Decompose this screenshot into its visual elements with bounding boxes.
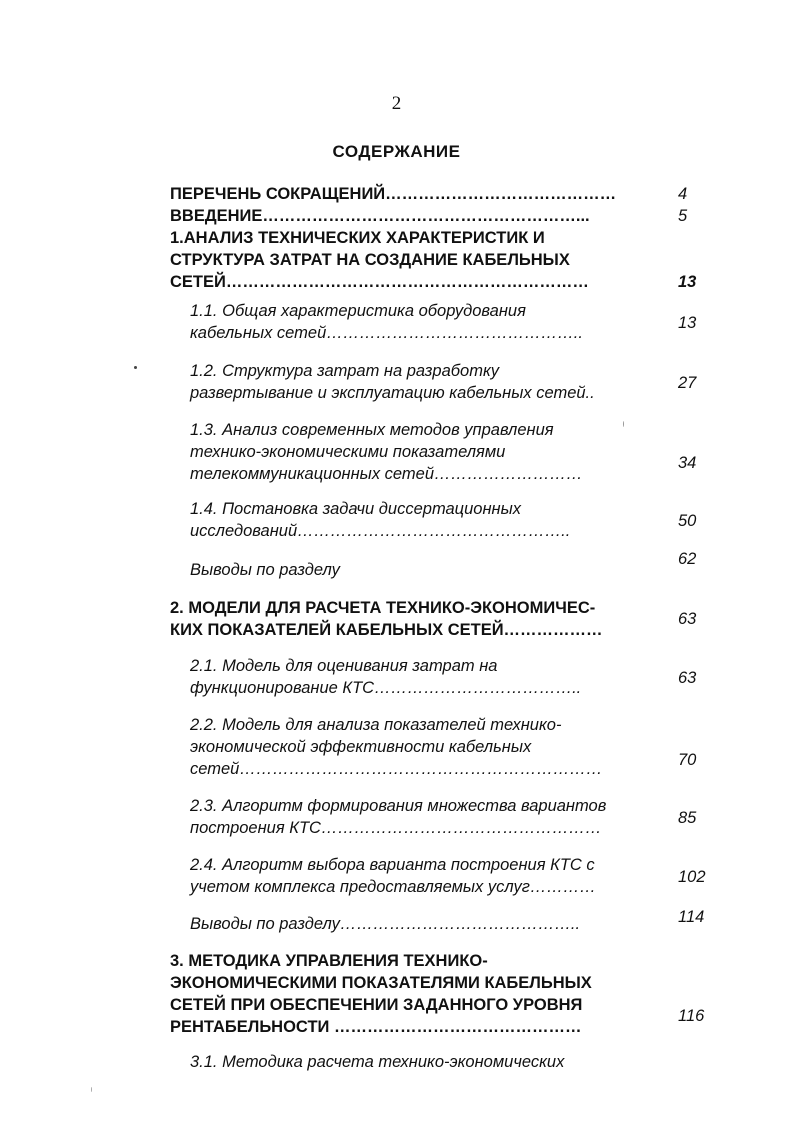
- page-number: 2: [391, 93, 402, 114]
- toc-entry-page: 13: [678, 314, 697, 332]
- toc-entry-page: 85: [678, 809, 697, 827]
- toc-entry-page: 27: [678, 374, 697, 392]
- toc-entry-text: 1.4. Постановка задачи диссертационных исследований…………………………………………..: [190, 500, 571, 540]
- toc-entry-page: 63: [678, 610, 697, 628]
- toc-entry-text: 1.АНАЛИЗ ТЕХНИЧЕСКИХ ХАРАКТЕРИСТИК И СТРУКТУРА ЗАТРАТ НА СОЗДАНИЕ КАБЕЛЬНЫХ СЕТЕЙ…………………………………………………………: [170, 229, 589, 291]
- toc-entry-text: 2. МОДЕЛИ ДЛЯ РАСЧЕТА ТЕХНИКО-ЭКОНОМИЧЕС- КИХ ПОКАЗАТЕЛЕЙ КАБЕЛЬНЫХ СЕТЕЙ………………: [170, 599, 603, 639]
- toc-entry-text: ВВЕДЕНИЕ…………………………………………………...: [170, 207, 590, 225]
- scan-speck: [91, 1087, 92, 1092]
- toc-entry-text: 1.2. Структура затрат на разработку развертывание и эксплуатацию кабельных сетей..: [190, 362, 595, 402]
- toc-entry-text: 3. МЕТОДИКА УПРАВЛЕНИЯ ТЕХНИКО- ЭКОНОМИЧЕСКИМИ ПОКАЗАТЕЛЯМИ КАБЕЛЬНЫХ СЕТЕЙ ПРИ ОБЕСПЕЧЕНИИ ЗАДАННОГО УРОВНЯ РЕНТАБЕЛЬНОСТИ ………………………………………: [170, 952, 592, 1036]
- toc-entry-text: 3.1. Методика расчета технико-экономических: [190, 1053, 565, 1071]
- scan-speck: [134, 366, 137, 369]
- toc-entry-text: Выводы по разделу: [190, 561, 340, 579]
- scan-speck: [623, 421, 624, 427]
- toc-entry-text: 2.1. Модель для оценивания затрат на функционирование КТС………………………………..: [190, 657, 582, 697]
- toc-entry-text: ПЕРЕЧЕНЬ СОКРАЩЕНИЙ……………………………………: [170, 185, 617, 203]
- toc-entry-text: 2.2. Модель для анализа показателей технико- экономической эффективности кабельных сетей…………………………………………………………: [190, 716, 603, 778]
- toc-entry-text: Выводы по разделу……………………………………..: [190, 915, 581, 933]
- toc-entry-page: 63: [678, 669, 697, 687]
- toc-entry-page: 114: [678, 908, 705, 926]
- toc-entry-page: 50: [678, 512, 697, 530]
- toc-entry-page: 5: [678, 207, 688, 225]
- toc-entry-text: 1.1. Общая характеристика оборудования кабельных сетей………………………………………..: [190, 302, 583, 342]
- toc-entry-text: 2.3. Алгоритм формирования множества вариантов построения КТС……………………………………………: [190, 797, 607, 837]
- toc-title: СОДЕРЖАНИЕ: [332, 142, 461, 161]
- toc-entry-page: 4: [678, 185, 688, 203]
- toc-entry-page: 102: [678, 868, 706, 886]
- toc-entry-page: 34: [678, 454, 697, 472]
- toc-entry-page: 13: [678, 273, 697, 291]
- toc-entry-text: 2.4. Алгоритм выбора варианта построения КТС с учетом комплекса предоставляемых услуг…………: [190, 856, 596, 896]
- toc-entry-page: 62: [678, 550, 697, 568]
- toc-entry-text: 1.3. Анализ современных методов управления технико-экономическими показателями телекоммуникационных сетей………………………: [190, 421, 583, 483]
- toc-entry-page: 116: [678, 1007, 705, 1025]
- toc-entry-page: 70: [678, 751, 697, 769]
